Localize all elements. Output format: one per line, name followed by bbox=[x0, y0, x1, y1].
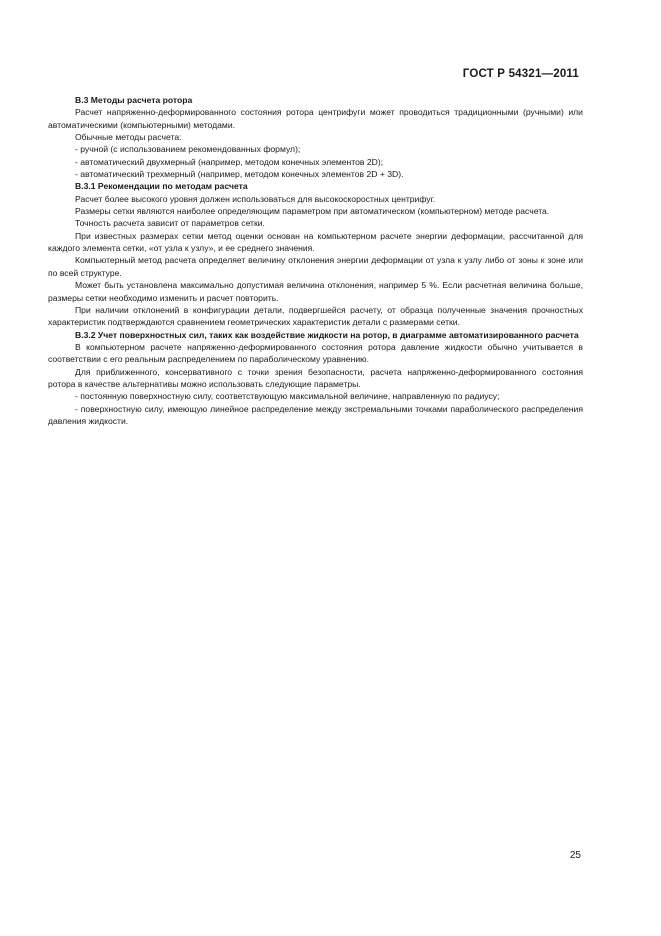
list-item: - автоматический двухмерный (например, методом конечных элементов 2D); bbox=[75, 156, 384, 167]
paragraph: Расчет более высокого уровня должен использоваться для высокоскоростных центрифуг. bbox=[75, 193, 436, 204]
section-title-b31: В.3.1 Рекомендации по методам расчета bbox=[75, 181, 248, 192]
section-title-b3: В.3 Методы расчета ротора bbox=[75, 95, 193, 105]
list-item: - постоянную поверхностную силу, соответствующую максимальной величине, направленную по радиусу; bbox=[75, 391, 500, 402]
list-item: - поверхностную силу, имеющую линейное распределение между экстремальными точками параболического распределения давления жидкости. bbox=[48, 403, 583, 426]
list-item: - ручной (с использованием рекомендованных формул); bbox=[75, 144, 301, 155]
paragraph: При известных размерах сетки метод оценки основан на компьютерном расчете энергии деформации, рассчитанной для каждого элемента сетки, «от узла к узлу», и ее среднего значения. bbox=[48, 230, 583, 254]
paragraph: Точность расчета зависит от параметров сетки. bbox=[75, 218, 265, 229]
paragraph: В компьютерном расчете напряженно-деформированного состояния ротора давление жидкости обычно учитывается в соответствии с его реальным распределением по параболическому уравнению. bbox=[48, 341, 583, 365]
paragraph: Может быть установлена максимально допустимая величина отклонения, например 5 %. Если расчетная величина больше, размеры сетки необходимо изменить и расчет повторить. bbox=[48, 280, 583, 303]
document-header: ГОСТ Р 54321—2011 bbox=[462, 68, 579, 80]
paragraph: Для приближенного, консервативного с точки зрения безопасности, расчета напряженно-деформированного состояния ротора в качестве альтернативы можно использовать следующие параметры. bbox=[48, 366, 583, 389]
section-title-b32: В.3.2 Учет поверхностных сил, таких как воздействие жидкости на ротор, в диаграмме автоматизированного расчета bbox=[75, 329, 579, 340]
page-number: 25 bbox=[569, 850, 581, 861]
paragraph: Размеры сетки являются наиболее определяющим параметром при автоматическом (компьютерном) методе расчета. bbox=[75, 206, 550, 217]
list-item: - автоматический трехмерный (например, методом конечных элементов 2D + 3D). bbox=[75, 169, 404, 180]
paragraph: Обычные методы расчета: bbox=[75, 132, 182, 143]
paragraph: Компьютерный метод расчета определяет величину отклонения энергии деформации от узла к узлу либо от зоны к зоне или по всей структуре. bbox=[48, 255, 583, 278]
page-content bbox=[48, 94, 583, 427]
paragraph: При наличии отклонений в конфигурации детали, подвергшейся расчету, от образца полученные значения прочностных характеристик подтверждаются сравнением геометрических характеристик детали с размерами сетки. bbox=[48, 304, 583, 328]
paragraph: Расчет напряженно-деформированного состояния ротора центрифуги может проводиться традиционными (ручными) или автоматическими (компьютерными) методами. bbox=[48, 107, 583, 130]
